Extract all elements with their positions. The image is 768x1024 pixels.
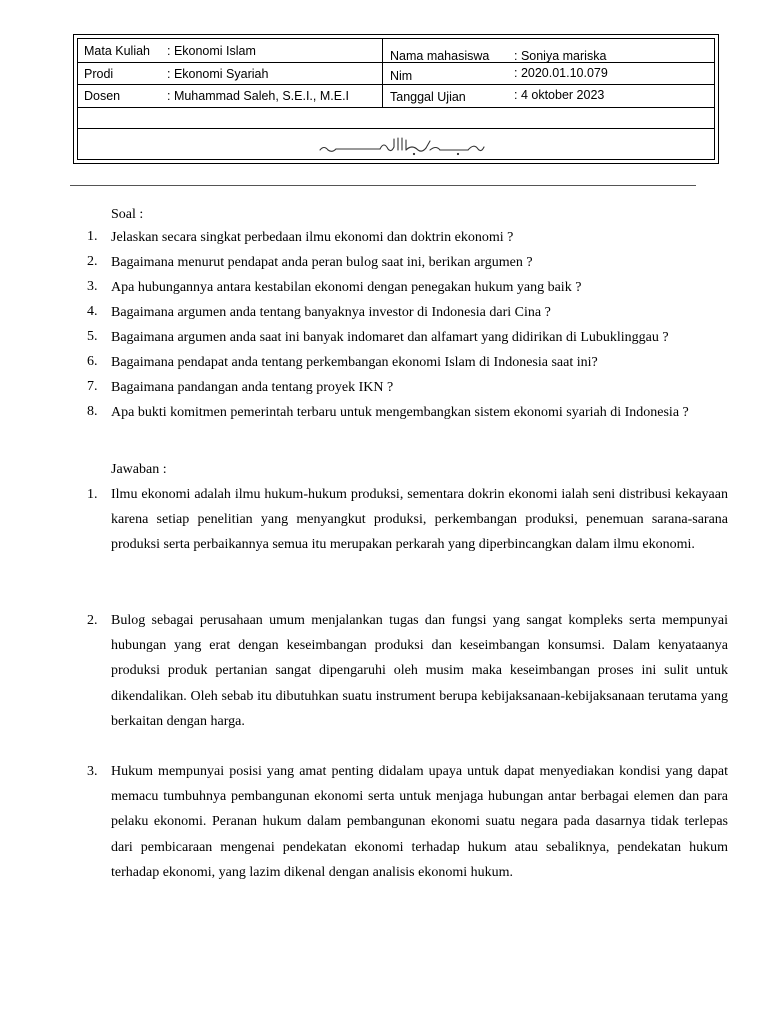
question-number: 4. (87, 304, 98, 319)
header-table-inner (77, 38, 715, 160)
question-item: Apa bukti komitmen pemerintah terbaru untuk mengembangkan sistem ekonomi syariah di Indonesia ? (111, 405, 689, 420)
question-item: Bagaimana argumen anda tentang banyaknya investor di Indonesia dari Cina ? (111, 305, 551, 320)
question-number: 6. (87, 354, 98, 369)
prodi-label: Prodi (84, 67, 114, 81)
nim-label: Nim (390, 69, 413, 83)
question-number: 8. (87, 404, 98, 419)
question-number: 2. (87, 254, 98, 269)
row-divider (78, 128, 714, 129)
question-item: Bagaimana pandangan anda tentang proyek IKN ? (111, 380, 394, 395)
question-item: Apa hubungannya antara kestabilan ekonomi dengan penegakan hukum yang baik ? (111, 280, 582, 295)
question-item: Bagaimana menurut pendapat anda peran bulog saat ini, berikan argumen ? (111, 255, 533, 270)
question-item: Bagaimana argumen anda saat ini banyak indomaret dan alfamart yang didirikan di Lubuklinggau ? (111, 330, 669, 345)
answer-paragraph: Bulog sebagai perusahaan umum menjalankan tugas dan fungsi yang sangat kompleks serta mempunyai hubungan yang erat dengan keseimbangan produksi dan keseimbangan konsumsi. Dalam kenyataanya produksi produk pertanian sangat dipengaruhi oleh musim maka keseimbangan proses ini sulit untuk dikendalikan. Oleh sebab itu dibutuhkan suatu instrument berupa kebijaksanaan-kebijaksanaan terutama yang berkaitan dengan harga. (111, 613, 728, 729)
answer-number: 3. (87, 764, 98, 779)
course-value: : Ekonomi Islam (167, 44, 256, 58)
answer-number: 2. (87, 613, 98, 628)
question-number: 7. (87, 379, 98, 394)
question-item: Jelaskan secara singkat perbedaan ilmu ekonomi dan doktrin ekonomi ? (111, 230, 514, 245)
column-divider (382, 39, 383, 107)
answer-paragraph: Ilmu ekonomi adalah ilmu hukum-hukum produksi, sementara dokrin ekonomi ialah seni distribusi kekayaan karena setiap penelitian yang menyangkut produksi, perkembangan produksi, penemuan sarana-sarana produksi serta perbaikannya semua itu merupakan perkarah yang diperbincangkan dalam ilmu ekonomi. (111, 487, 728, 553)
answer-paragraph: Hukum mempunyai posisi yang amat penting didalam upaya untuk dapat menyediakan kondisi yang dapat memacu tumbuhnya pembangunan ekonomi serta untuk menjaga hubungan antar berbagai elemen dan para pelaku ekonomi. Peranan hukum dalam pembangunan ekonomi suatu negara pada dasarnya tidak terlepas dari pembicaraan mengenai pendekatan ekonomi terhadap hukum atau sebaliknya, pendekatan hukum terhadap ekonomi, yang lazim dikenal dengan analisis ekonomi hukum. (111, 764, 728, 880)
nim-value: : 2020.01.10.079 (514, 66, 608, 80)
header-table (73, 34, 719, 164)
student-label: Nama mahasiswa (390, 49, 490, 63)
dosen-label: Dosen (84, 89, 121, 103)
course-label: Mata Kuliah (84, 44, 151, 58)
question-number: 1. (87, 229, 98, 244)
row-divider (78, 107, 714, 108)
exam-date-label: Tanggal Ujian (390, 90, 466, 104)
dosen-value: : Muhammad Saleh, S.E.I., M.E.I (167, 89, 350, 103)
exam-date-value: : 4 oktober 2023 (514, 88, 605, 102)
question-number: 3. (87, 279, 98, 294)
answer-number: 1. (87, 487, 98, 502)
question-item: Bagaimana pendapat anda tentang perkembangan ekonomi Islam di Indonesia saat ini? (111, 355, 598, 370)
horizontal-rule (70, 185, 696, 186)
student-value: : Soniya mariska (514, 49, 607, 63)
soal-heading: Soal : (111, 207, 144, 222)
prodi-value: : Ekonomi Syariah (167, 67, 269, 81)
question-number: 5. (87, 329, 98, 344)
jawaban-heading: Jawaban : (111, 462, 167, 477)
basmalah-calligraphy (318, 135, 488, 157)
row-divider (78, 84, 714, 85)
